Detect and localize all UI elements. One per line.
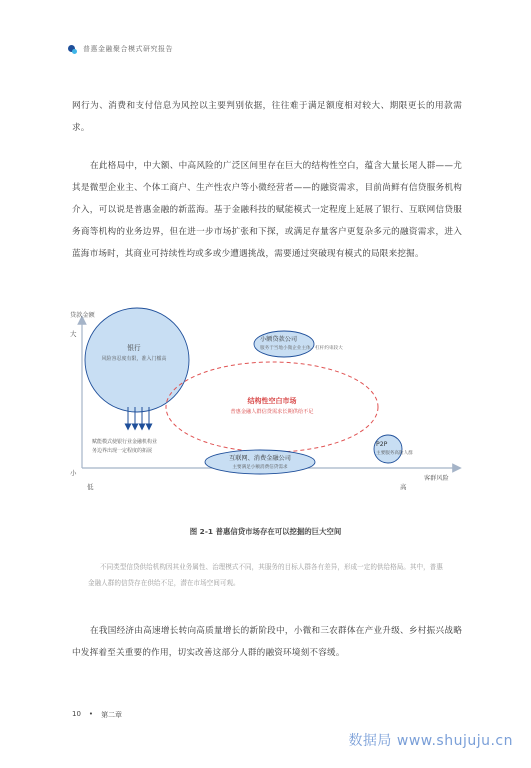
region-desc-p2p: 主要服务高险人群 <box>376 451 413 456</box>
footer-separator: • <box>88 710 94 718</box>
page-number: 10 <box>72 710 81 718</box>
structural-gap-region <box>166 362 378 452</box>
watermark-text: 数据局 www.shujuju.cn <box>348 733 513 749</box>
region-desc-gap: 普惠金融人群信贷需求长期供给不足 <box>230 409 314 415</box>
market-diagram <box>62 300 482 495</box>
x-tick-label: 高 <box>400 483 407 491</box>
region-label-small-loan: 小额贷款公司 <box>260 336 298 343</box>
p2p-region <box>374 435 402 463</box>
region-label-gap: 结构性空白市场 <box>247 397 297 405</box>
y-tick-label: 大 <box>70 330 77 338</box>
report-logo-icon <box>68 45 77 54</box>
x-axis-label: 客群风险 <box>424 475 449 482</box>
y-tick-label: 小 <box>70 469 77 477</box>
region-label-internet: 互联网、消费金融公司 <box>229 455 291 462</box>
body-paragraph: 在我国经济由高速增长转向高质量增长的新阶段中，小微和三农群体在产业升级、乡村振兴战略中发挥着至关重要的作用，切实改善这部分人群的融资环境刻不容缓。 <box>72 626 462 658</box>
extension-note: 赋能模式使银行业金融机构业 <box>92 439 158 445</box>
region-label-bank: 银行 <box>127 344 141 352</box>
region-desc-small-loan: 服务于当地小微企业主体，杠杆约束较大 <box>260 346 343 351</box>
figure-caption: 图 2-1 普惠信贷市场存在可以挖掘的巨大空间 <box>189 527 342 536</box>
page-footer <box>72 710 122 720</box>
header-title: 普惠金融聚合模式研究报告 <box>83 45 173 53</box>
region-label-p2p: P2P <box>376 441 388 448</box>
chapter-label: 第二章 <box>101 711 123 719</box>
body-paragraph: 网行为、消费和支付信息为风控以主要判别依据，往往难于满足额度相对较大、期限更长的用款需求。 <box>72 101 462 133</box>
extension-note: 务边界出现一定程度的拓展 <box>92 448 153 454</box>
internet-finance-region <box>205 450 315 474</box>
running-header <box>68 42 173 56</box>
figure-note: 不同类型信贷供给机构因其业务属性、治理模式不同，其服务的目标人群各有差异，形成一定的供给格局。其中，普惠金融人群的信贷存在供给不足，潜在市场空间可观。 <box>88 563 443 587</box>
y-axis-label: 贷款金额 <box>70 312 95 319</box>
region-desc-internet: 主要满足小额消费信贷需求 <box>232 465 288 470</box>
body-paragraph: 在此格局中，中大额、中高风险的广泛区间里存在巨大的结构性空白，蕴含大量长尾人群——尤其是微型企业主、个体工商户、生产性农户等小微经营者——的融资需求，目前尚鲜有信贷服务机构介入，可以说是普惠金融的新蓝海。基于金融科技的赋能模式一定程度上延展了银行、互联网信贷服务商等机构的业务边界，但在进一步市场扩张和下探，或满足存量客户更复杂多元的融资需求，进入蓝海市场时，其商业可持续性均或多或少遭遇挑战，需要通过突破现有模式的局限来挖掘。 <box>72 161 462 259</box>
region-desc-bank: 风险容忍度有限，准入门槛高 <box>101 356 167 362</box>
small-loan-region <box>254 331 314 357</box>
x-tick-label: 低 <box>87 483 94 491</box>
